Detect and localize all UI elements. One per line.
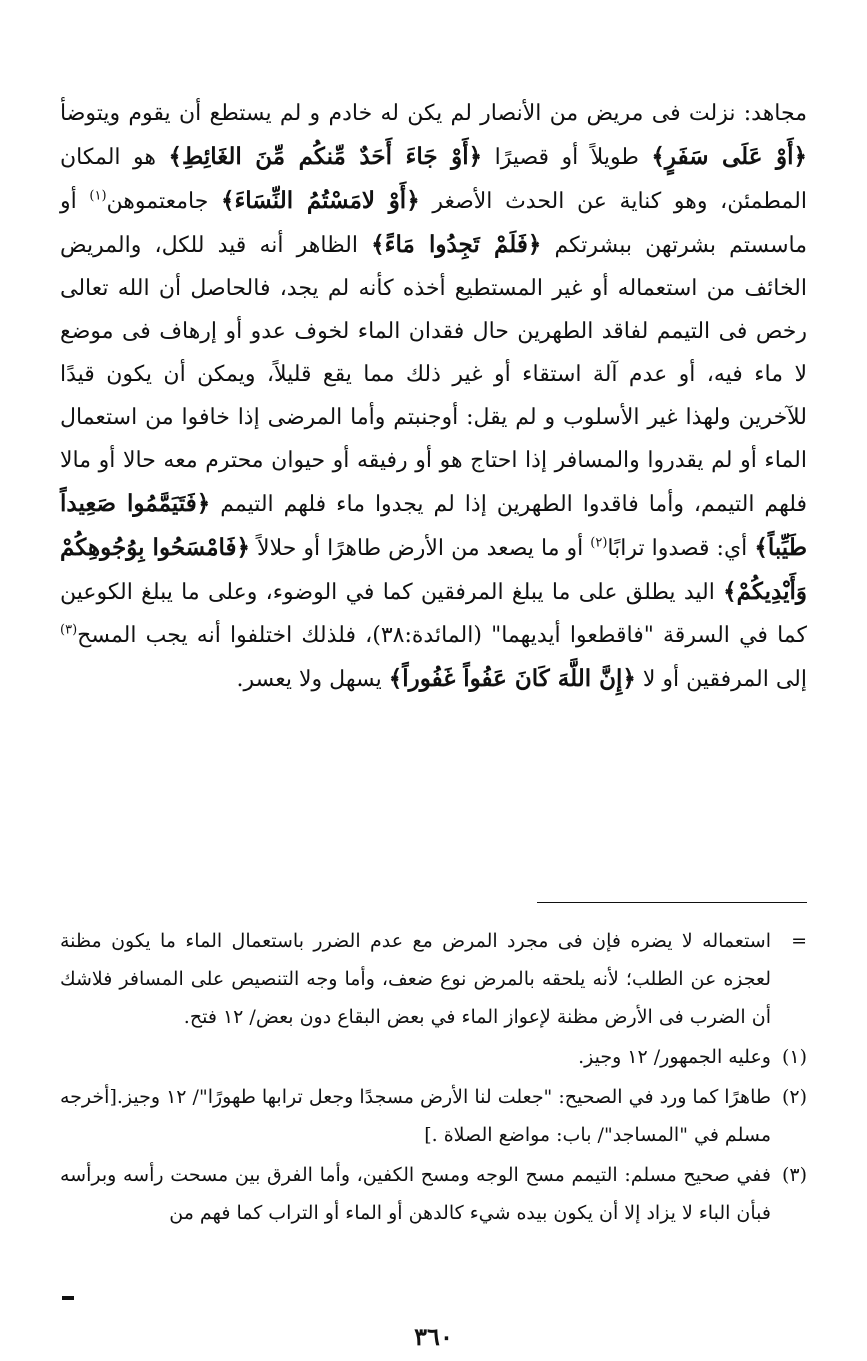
text-segment: الظاهر أنه قيد للكل، والمريض الخائف من استعماله أو غير المستطيع أخذه كأنه لم يجد، فالحاصل أن الله تعالى رخص فى التيمم لفاقد الطهرين حال فقدان الماء لخوف عدو أو إرهاف فى موضع لا ماء فيه، أو عدم آلة استقاء أو غير ذلك مما يقع قليلاً، ويمكن أن يكون قيدًا للآخرين ولهذا غير الأسلوب و لم يقل: أوجنبتم وأما المرضى إذا خافوا من استعمال الماء أو لم يقدروا والمسافر إذا احتاج هو أو رفيقه أو حيوان محترم معه حالا أو مالا فلهم التيمم، وأما فاقدوا الطهرين إذا لم يجدوا ماء فلهم التيمم — [60, 233, 808, 517]
text-segment: يسهل ولا يعسر. — [236, 667, 382, 692]
footnote-ref[interactable]: (٢) — [590, 535, 608, 551]
main-paragraph — [60, 92, 807, 701]
quran-verse: ﴿إِنَّ اللَّهَ كَانَ عَفُواً غَفُوراً﴾ — [388, 665, 636, 692]
quran-verse: ﴿فَتَيَمَّمُوا صَعِيداً طَيِّباً﴾ — [60, 490, 808, 561]
footnote-text: استعماله لا يضره فإن فى مجرد المرض مع عدم الضرر باستعمال الماء ما يكون مظنة لعجزه عن الطلب؛ لأنه يلحقه بالمرض نوع ضعف، وأما وجه التنصيص على المسافر فلاشك أن الضرب فى الأرض مظنة لإعواز الماء في بعض البقاع دون بعض/ ١٢ فتح. — [60, 930, 771, 1028]
quran-verse: ﴿أَوْ لامَسْتُمُ النِّسَاءَ﴾ — [220, 187, 420, 214]
text-segment: إلى المرفقين أو لا — [642, 667, 807, 692]
quran-verse: ﴿فَلَمْ تَجِدُوا مَاءً﴾ — [371, 231, 542, 258]
footnote-text: طاهرًا كما ورد في الصحيح: "جعلت لنا الأرض مسجدًا وجعل ترابها طهورًا"/ ١٢ وجيز.[أخرجه مسلم في "المساجد"/ باب: مواضع الصلاة .] — [60, 1086, 771, 1146]
footnote-mark: (٣) — [781, 1164, 807, 1186]
footnote-mark: (٢) — [781, 1086, 807, 1108]
footnote-continuation — [60, 922, 807, 1036]
footnote-mark: (١) — [781, 1046, 807, 1068]
footnote-divider — [537, 902, 807, 903]
text-segment: أي: قصدوا ترابًا — [607, 536, 748, 561]
quran-verse: ﴿أَوْ عَلَى سَفَرٍ﴾ — [651, 143, 808, 170]
quran-verse: ﴿أَوْ جَاءَ أَحَدٌ مِّنكُم مِّنَ الغَائِطِ﴾ — [168, 143, 483, 170]
footnote-ref[interactable]: (١) — [89, 188, 107, 204]
footnote-2 — [60, 1078, 807, 1154]
text-segment: جامعتموهن — [106, 189, 209, 214]
text-segment: أو ما يصعد من الأرض طاهرًا أو حلالاً — [257, 536, 584, 561]
page-number: ٣٦٠ — [414, 1322, 453, 1351]
footnote-text: ففي صحيح مسلم: التيمم مسح الوجه ومسح الكفين، وأما الفرق بين مسحت رأسه وبرأسه فبأن الباء لا يزاد إلا أن يكون بيده شيء كالدهن أو الماء أو التراب كما فهم من — [60, 1164, 771, 1224]
text-segment: مجاهد: نزلت فى مريض من الأنصار لم يكن له خادم و لم يستطع أن يقوم ويتوضأ — [60, 101, 807, 126]
text-segment: اليد يطلق على ما يبلغ المرفقين كما في الوضوء، وعلى ما يبلغ الكوعين كما في السرقة "فاقطعوا أيديهما" (المائدة:٣٨)، فلذلك اختلفوا أنه يجب المسح — [60, 580, 807, 648]
footnotes — [60, 922, 807, 1234]
footnote-ref[interactable]: (٣) — [60, 622, 78, 638]
text-segment: أو ماسستم بشرتهن ببشرتكم — [60, 189, 808, 258]
footnote-3 — [60, 1156, 807, 1232]
text-segment: طويلاً أو قصيرًا — [494, 145, 639, 170]
continuation-mark — [62, 1296, 74, 1300]
footnote-mark: = — [791, 930, 807, 952]
quran-verse: ﴿فَامْسَحُوا بِوُجُوهِكُمْ وَأَيْدِيكُمْ﴾ — [60, 534, 807, 605]
footnote-text: وعليه الجمهور/ ١٢ وجيز. — [578, 1046, 771, 1068]
footnote-1 — [60, 1038, 807, 1076]
main-text — [60, 92, 807, 701]
text-segment: هو المكان المطمئن، وهو كناية عن الحدث الأصغر — [60, 145, 807, 214]
